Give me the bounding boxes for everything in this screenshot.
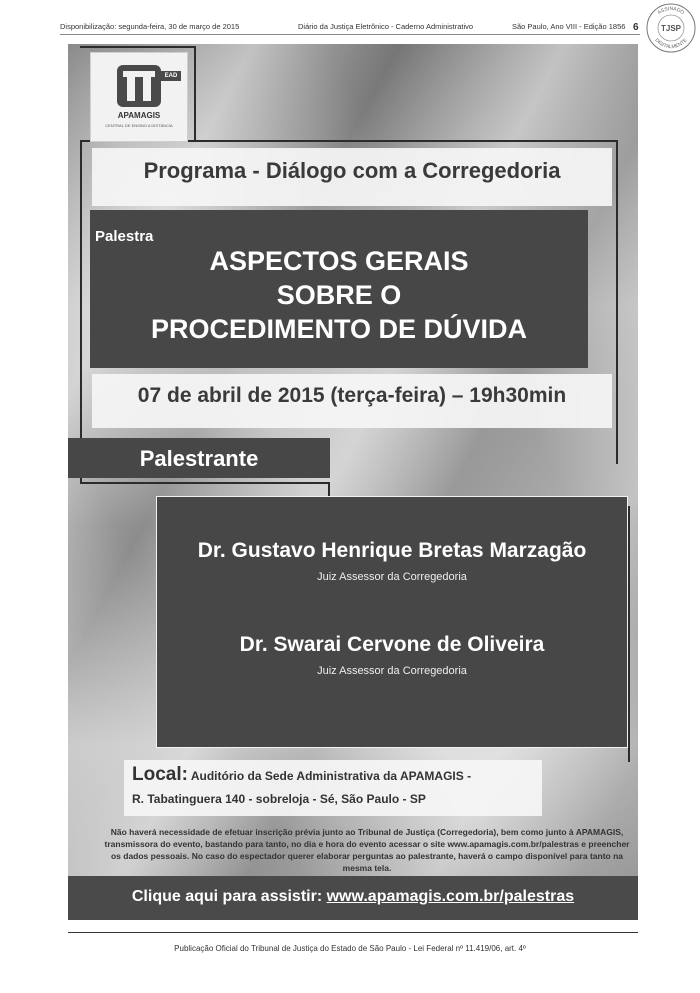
program-title: Programa - Diálogo com a Corregedoria xyxy=(143,158,561,183)
logo-name: APAMAGIS xyxy=(117,111,161,120)
speaker-role: Juiz Assessor da Corregedoria xyxy=(317,571,467,583)
header-publication-date: Disponibilização: segunda-feira, 30 de março de 2015 xyxy=(60,22,240,31)
location-label: Local: xyxy=(132,764,188,785)
speakers-panel xyxy=(156,496,628,748)
header-edition: São Paulo, Ano VIII - Edição 1856 xyxy=(512,22,626,31)
frame-line xyxy=(194,46,196,142)
lecture-title-line: ASPECTOS GERAIS xyxy=(209,246,469,276)
speaker-heading: Palestrante xyxy=(139,446,259,471)
registration-notice: Não haverá necessidade de efetuar inscrição prévia junto ao Tribunal de Justiça (Corregedoria), bem como junto à APAMAGIS, transmissora do evento, bastando para tanto, no dia e hora do evento acessar o site www.apamagis.com.br/palestras e preencher os dados pessoais. No caso do espectador querer elaborar perguntas ao palestrante, haverá o campo disponível para tanto na mesma tela. xyxy=(104,827,630,873)
watch-cta-bar[interactable] xyxy=(68,876,638,920)
lecture-title-line: SOBRE O xyxy=(276,280,402,310)
seal-bottom-text: DIGITALMENTE xyxy=(653,37,689,51)
header-divider xyxy=(60,34,640,35)
frame-line xyxy=(628,506,630,762)
watch-cta-prefix: Clique aqui para assistir: xyxy=(131,888,323,905)
event-poster xyxy=(68,44,638,920)
page-number: 6 xyxy=(633,22,639,33)
date-band xyxy=(92,374,612,428)
speaker-heading-bar xyxy=(68,438,330,478)
speaker-name: Dr. Swarai Cervone de Oliveira xyxy=(239,633,545,656)
watch-cta-link[interactable]: www.apamagis.com.br/palestras xyxy=(326,888,575,905)
event-date: 07 de abril de 2015 (terça-feira) – 19h30min xyxy=(137,384,567,407)
footer-legal-notice: Publicação Oficial do Tribunal de Justiça do Estado de São Paulo - Lei Federal nº 11.419/06, art. 4º xyxy=(174,944,526,953)
speaker-name: Dr. Gustavo Henrique Bretas Marzagão xyxy=(197,539,587,562)
location-address: R. Tabatinguera 140 - sobreloja - Sé, São Paulo - SP xyxy=(132,792,426,806)
seal-center-text: TJSP xyxy=(660,24,682,33)
digital-signature-seal xyxy=(645,2,697,54)
lecture-title xyxy=(90,244,588,346)
location-line-1 xyxy=(132,764,471,786)
footer-divider xyxy=(68,932,638,933)
seal-top-text: ASSINADO xyxy=(656,5,686,17)
lecture-panel xyxy=(90,210,588,368)
watch-cta-text xyxy=(68,888,638,906)
apamagis-logo xyxy=(90,52,188,142)
location-venue: Auditório da Sede Administrativa da APAMAGIS - xyxy=(190,769,472,783)
frame-line xyxy=(616,140,618,464)
frame-line xyxy=(80,140,82,484)
location-band xyxy=(124,760,542,816)
lecture-title-line: PROCEDIMENTO DE DÚVIDA xyxy=(150,314,528,344)
ead-badge: EAD xyxy=(161,71,181,81)
frame-line xyxy=(80,482,330,484)
speaker-role: Juiz Assessor da Corregedoria xyxy=(317,665,467,677)
lecture-label: Palestra xyxy=(95,228,154,245)
header-journal-name: Diário da Justiça Eletrônico - Caderno Administrativo xyxy=(298,22,474,31)
frame-line xyxy=(80,46,196,48)
program-title-band xyxy=(92,148,612,206)
logo-subtitle: CENTRAL DE ENSINO A DISTÂNCIA xyxy=(105,123,173,128)
apamagis-emblem-icon xyxy=(117,65,161,107)
